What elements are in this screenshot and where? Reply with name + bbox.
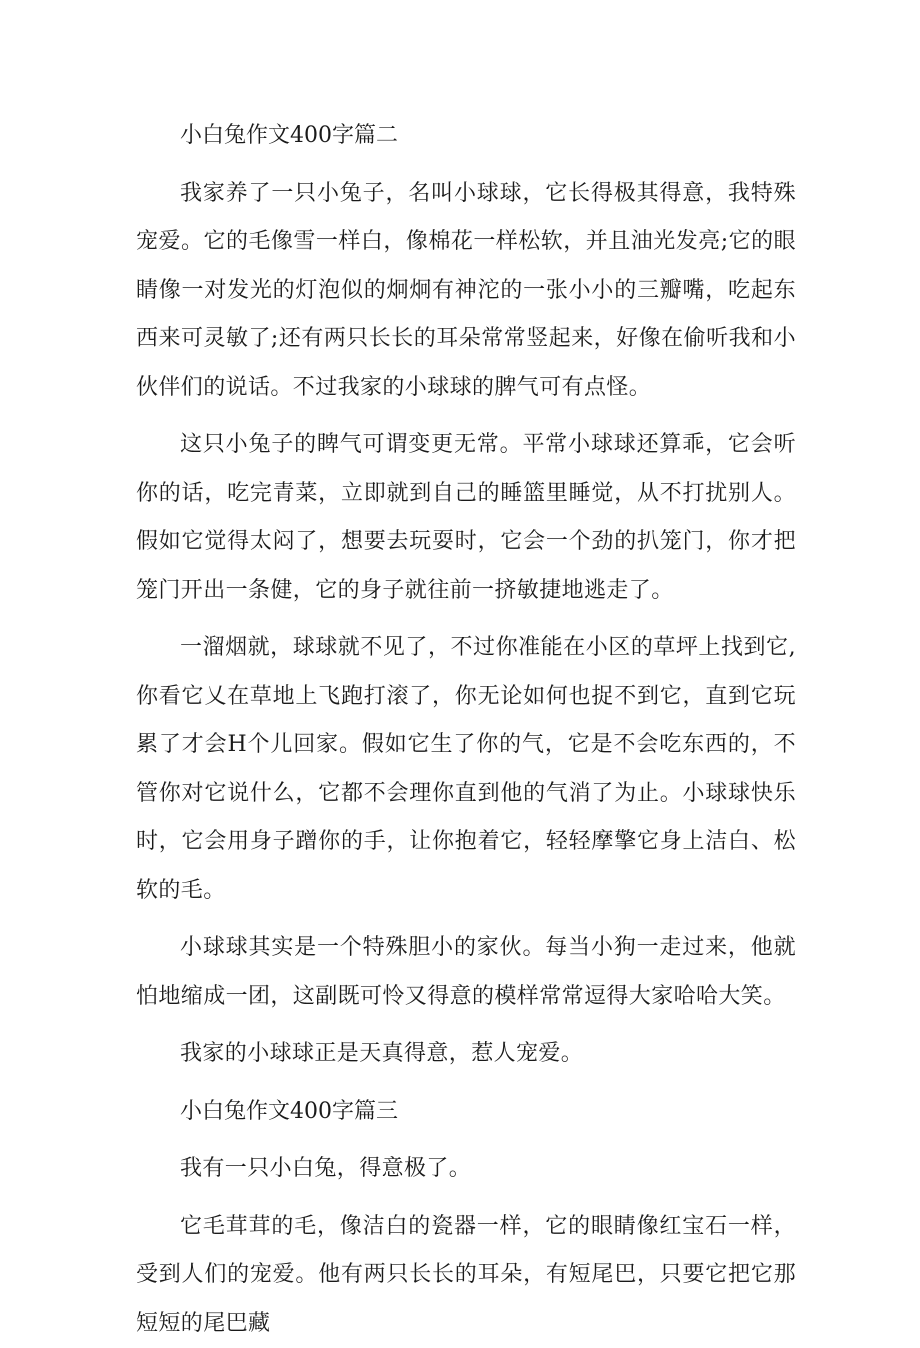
paragraph-2: 这只小兔子的睥气可谓变更无常。平常小球球还算乖，它会听你的话，吃完青菜，立即就到自己的睡篮里睡觉，从不打扰别人。假如它觉得太闷了，想要去玩耍时，它会一个劲的扒笼门，你才把笼门开出一条健，它的身子就往前一挤敏捷地逃走了。 [136,421,796,615]
paragraph-1: 我家养了一只小兔子，名叫小球球，它长得极其得意，我特殊宠爱。它的毛像雪一样白，像棉花一样松软，并且油光发亮;它的眼睛像一对发光的灯泡似的炯炯有神沱的一张小小的三瓣嘴，吃起东西来可灵敏了;还有两只长长的耳朵常常竖起来，好像在偷听我和小伙伴们的说话。不过我家的小球球的脾气可有点怪。 [136,170,796,413]
paragraph-4: 小球球其实是一个特殊胆小的家伙。每当小狗一走过来，他就怕地缩成一团，这副既可怜又得意的模样常常逗得大家哈哈大笑。 [136,924,796,1021]
paragraph-5: 我家的小球球正是天真得意，惹人宠爱。 [136,1030,796,1079]
paragraph-6: 我有一只小白兔，得意极了。 [136,1145,796,1194]
paragraph-3: 一溜烟就，球球就不见了，不过你准能在小区的草坪上找到它,你看它乂在草地上飞跑打滚了，你无论如何也捉不到它，直到它玩累了才会H个儿回家。假如它生了你的气，它是不会吃东西的，不管你对它说什么，它都不会理你直到他的气消了为止。小球球快乐时，它会用身子蹭你的手，让你抱着它，轻轻摩擎它身上洁白、松软的毛。 [136,624,796,915]
document-body [136,112,796,1348]
section-heading-two: 小白兔作文400字篇二 [136,112,796,161]
section-heading-three: 小白兔作文400字篇三 [136,1088,796,1137]
paragraph-7: 它毛茸茸的毛，像洁白的瓷器一样，它的眼睛像红宝石一样，受到人们的宠爱。他有两只长长的耳朵，有短尾巴，只要它把它那短短的尾巴藏 [136,1203,796,1348]
